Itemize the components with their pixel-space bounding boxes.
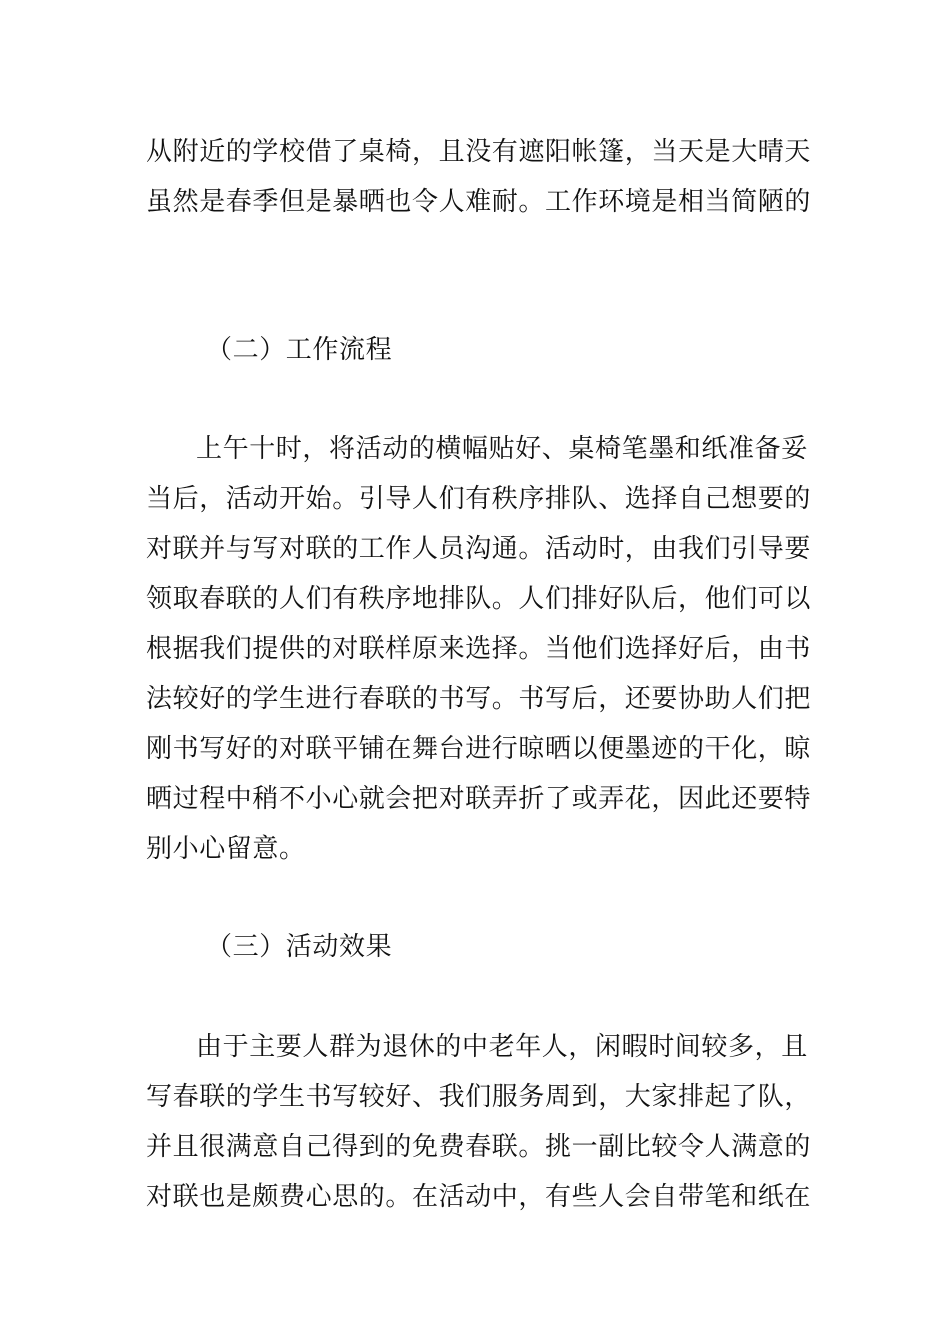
- paragraph-3-line-4: 对联也是颇费心思的。在活动中，有些人会自带笔和纸在: [146, 1182, 812, 1212]
- paragraph-2-line-5: 根据我们提供的对联样原来选择。当他们选择好后，由书: [146, 634, 812, 664]
- paragraph-1-line-1: 从附近的学校借了桌椅，且没有遮阳帐篷，当天是大晴天: [146, 137, 812, 167]
- paragraph-3-line-2: 写春联的学生书写较好、我们服务周到，大家排起了队，: [146, 1082, 812, 1112]
- paragraph-2-line-3: 对联并与写对联的工作人员沟通。活动时，由我们引导要: [146, 534, 812, 564]
- paragraph-2-line-2: 当后，活动开始。引导人们有秩序排队、选择自己想要的: [146, 484, 812, 514]
- paragraph-2-line-6: 法较好的学生进行春联的书写。书写后，还要协助人们把: [146, 684, 812, 714]
- paragraph-1-line-2: 虽然是春季但是暴晒也令人难耐。工作环境是相当简陋的: [146, 187, 812, 217]
- paragraph-3-line-3: 并且很满意自己得到的免费春联。挑一副比较令人满意的: [146, 1132, 812, 1162]
- paragraph-2-line-8: 晒过程中稍不小心就会把对联弄折了或弄花，因此还要特: [146, 784, 812, 814]
- section-heading-3: （三）活动效果: [206, 932, 393, 962]
- paragraph-2-line-9: 别小心留意。: [146, 834, 306, 864]
- paragraph-3-line-1: 由于主要人群为退休的中老年人，闲暇时间较多，且: [196, 1032, 808, 1062]
- paragraph-2-line-7: 刚书写好的对联平铺在舞台进行晾晒以便墨迹的干化，晾: [146, 734, 812, 764]
- paragraph-2-line-1: 上午十时，将活动的横幅贴好、桌椅笔墨和纸准备妥: [196, 434, 808, 464]
- section-heading-2: （二）工作流程: [206, 335, 393, 365]
- paragraph-2-line-4: 领取春联的人们有秩序地排队。人们排好队后，他们可以: [146, 584, 812, 614]
